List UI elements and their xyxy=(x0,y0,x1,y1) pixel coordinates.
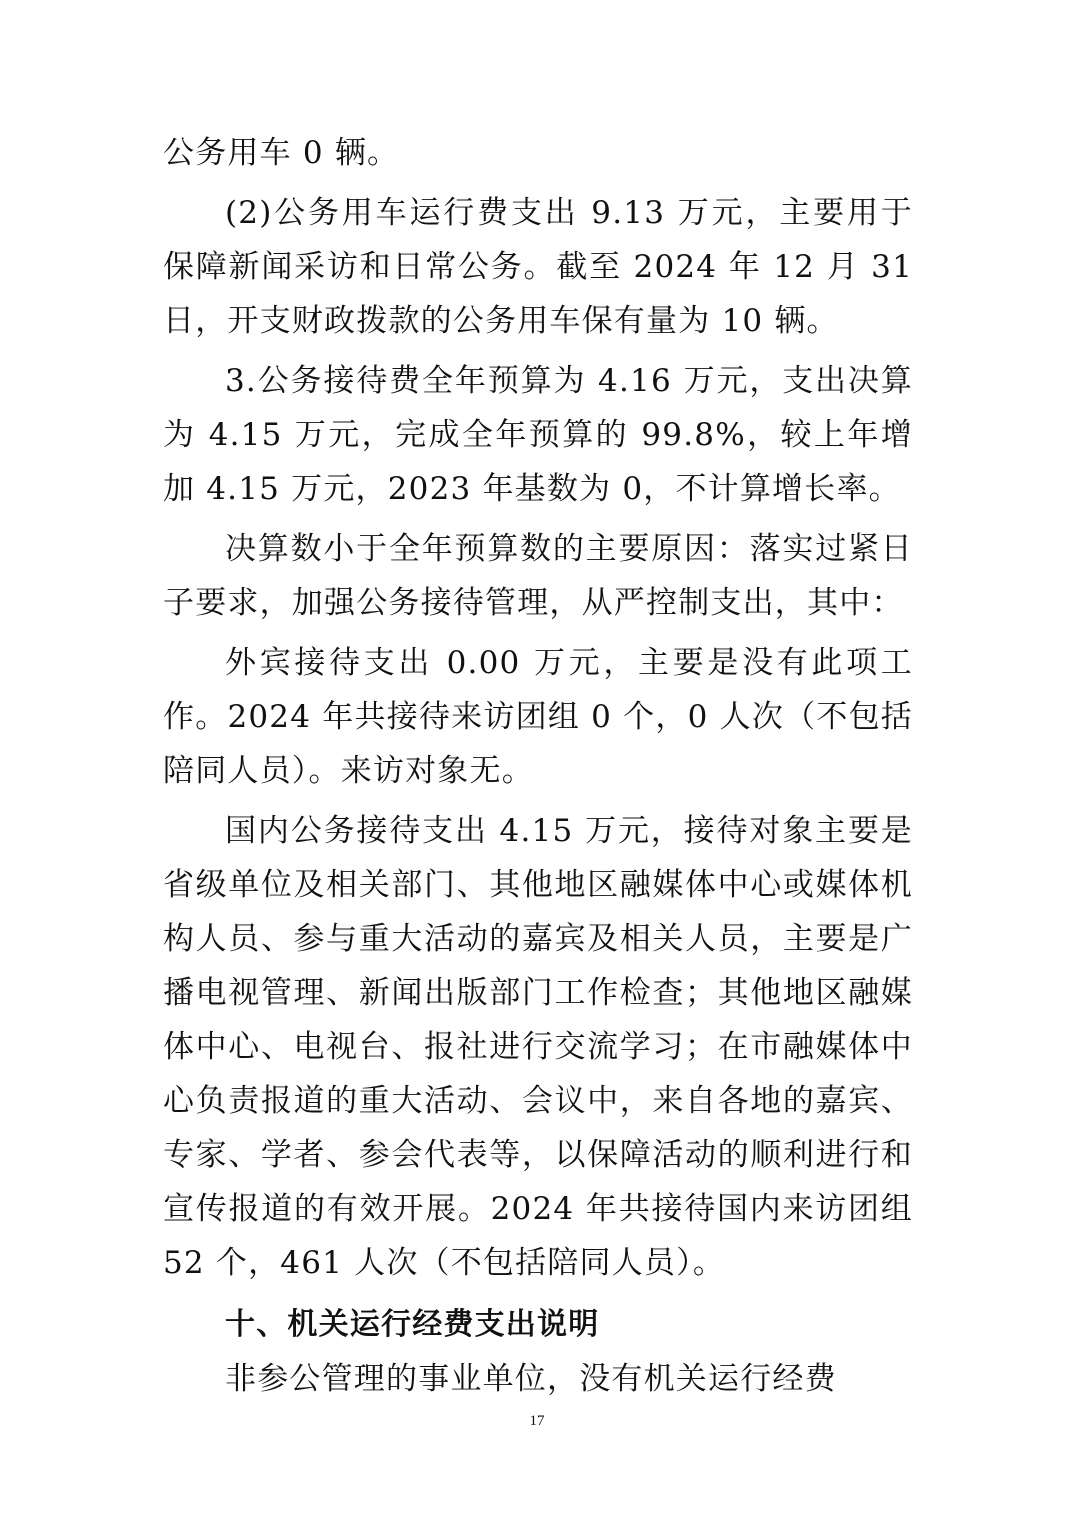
paragraph-reception-budget: 3.公务接待费全年预算为 4.16 万元，支出决算为 4.15 万元，完成全年预算的 99.8%，较上年增加 4.15 万元，2023 年基数为 0，不计算增长率。 xyxy=(163,363,913,507)
section-body: 非参公管理的事业单位，没有机关运行经费 xyxy=(225,1361,837,1397)
paragraph-vehicle-operating-cost: (2)公务用车运行费支出 9.13 万元，主要用于保障新闻采访和日常公务。截至 2024 年 12 月 31 日，开支财政拨款的公务用车保有量为 10 辆。 xyxy=(163,195,913,339)
paragraph-vehicle-count: 公务用车 0 辆。 xyxy=(163,135,400,171)
section-heading: 十、机关运行经费支出说明 xyxy=(225,1307,600,1342)
paragraph-domestic-reception: 国内公务接待支出 4.15 万元，接待对象主要是省级单位及相关部门、其他地区融媒体中心或媒体机构人员、参与重大活动的嘉宾及相关人员，主要是广播电视管理、新闻出版部门工作检查；其他地区融媒体中心、电视台、报社进行交流学习；在市融媒体中心负责报道的重大活动、会议中，来自各地的嘉宾、专家、学者、参会代表等，以保障活动的顺利进行和宣传报道的有效开展。2024 年共接待国内来访团组 52 个，461 人次（不包括陪同人员）。 xyxy=(163,813,913,1281)
paragraph-foreign-reception: 外宾接待支出 0.00 万元，主要是没有此项工作。2024 年共接待来访团组 0 个，0 人次（不包括陪同人员）。来访对象无。 xyxy=(163,645,913,789)
page-number: 17 xyxy=(529,1413,545,1429)
document-body xyxy=(163,126,913,1406)
paragraph-budget-variance-reason: 决算数小于全年预算数的主要原因：落实过紧日子要求，加强公务接待管理，从严控制支出，其中： xyxy=(163,531,913,621)
